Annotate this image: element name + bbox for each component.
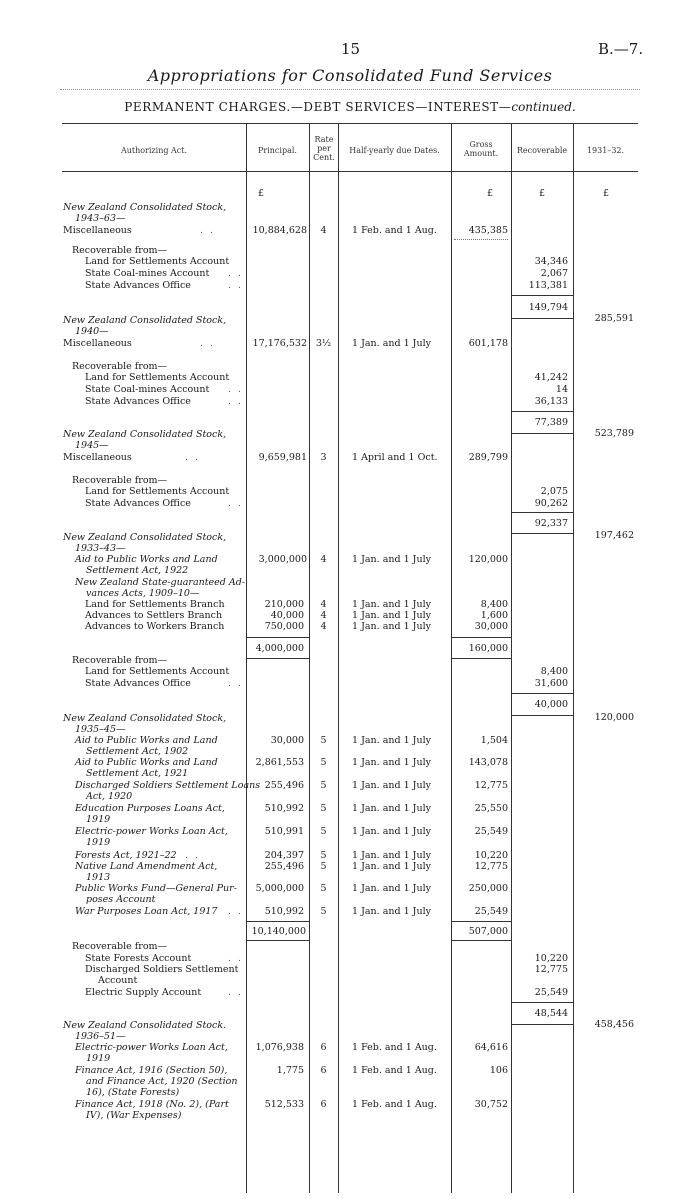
recoverable-value: 31,600: [534, 678, 568, 689]
recoverable-value: 14: [555, 384, 568, 395]
recoverable-heading: Recoverable from—: [72, 361, 168, 372]
due-dates: 1 Jan. and 1 July: [352, 850, 431, 861]
principal-value: 210,000: [264, 599, 304, 610]
due-dates: 1 Feb. and 1 Aug.: [352, 1099, 437, 1110]
col-header-rate: Rate per Cent.: [313, 135, 335, 162]
currency-recoverable: £: [538, 188, 546, 199]
gross-value: 30,000: [474, 621, 508, 632]
principal-value: 2,861,553: [255, 757, 304, 768]
recoverable-value: 34,346: [534, 256, 568, 267]
recoverable-total: 77,389: [534, 417, 568, 428]
principal-value: 9,659,981: [258, 452, 307, 463]
due-dates: 1 Jan. and 1 July: [352, 735, 431, 746]
gross-value: 143,078: [468, 757, 508, 768]
gross-value: 435,385: [468, 225, 508, 236]
gross-total: 507,000: [468, 926, 508, 937]
act-label-cont: poses Account: [86, 894, 156, 905]
rate-value: 6: [320, 1042, 327, 1053]
act-label: Finance Act, 1918 (No. 2), (Part: [75, 1099, 229, 1110]
act-label-cont: 1919: [86, 837, 111, 848]
act-label-cont: Settlement Act, 1922: [86, 565, 189, 576]
page-reference: B.—7.: [598, 40, 644, 58]
rate-value: 5: [320, 906, 327, 917]
currency-gross: £: [486, 188, 494, 199]
principal-value: 5,000,000: [255, 883, 304, 894]
rate-value: 5: [320, 850, 327, 861]
recoverable-value: 113,381: [528, 280, 568, 291]
section-heading: New Zealand Consolidated Stock,: [63, 315, 227, 326]
principal-value: 510,991: [264, 826, 304, 837]
recoverable-item: Discharged Soldiers Settlement: [85, 964, 239, 975]
col-header-dates: Half-yearly due Dates.: [349, 146, 440, 155]
net-value: 458,456: [594, 1019, 634, 1030]
principal-value: 255,496: [264, 780, 304, 791]
recoverable-total: 92,337: [534, 518, 568, 529]
act-label-cont: 16), (State Forests): [86, 1087, 180, 1098]
line-label: Miscellaneous: [63, 452, 132, 463]
gross-value: 1,600: [480, 610, 508, 621]
rate-value: 3: [320, 452, 327, 463]
recoverable-item: Land for Settlements Account: [85, 256, 230, 267]
page-title: Appropriations for Consolidated Fund Services: [147, 66, 553, 85]
recoverable-item: State Coal-mines Account: [85, 268, 210, 279]
rate-value: 5: [320, 883, 327, 894]
net-value: 197,462: [594, 530, 634, 541]
gross-value: 30,752: [474, 1099, 508, 1110]
due-dates: 1 Jan. and 1 July: [352, 610, 431, 621]
principal-value: 30,000: [270, 735, 304, 746]
recoverable-value: 25,549: [534, 987, 568, 998]
section-heading: New Zealand Consolidated Stock,: [63, 202, 227, 213]
gross-value: 289,799: [468, 452, 508, 463]
recoverable-value: 2,067: [540, 268, 568, 279]
due-dates: 1 Jan. and 1 July: [352, 803, 431, 814]
section-subtitle: PERMANENT CHARGES.—DEBT SERVICES—INTEREST—continued.: [124, 100, 576, 114]
act-label: Aid to Public Works and Land: [75, 757, 218, 768]
recoverable-value: 90,262: [534, 498, 568, 509]
col-header-year: 1931–32.: [586, 146, 625, 155]
rate-value: 5: [320, 826, 327, 837]
section-subheading: 1936–51—: [75, 1031, 126, 1042]
gross-value: 1,504: [480, 735, 508, 746]
act-label: New Zealand State-guaranteed Ad-: [75, 577, 246, 588]
gross-value: 12,775: [474, 780, 508, 791]
act-label: Electric-power Works Loan Act,: [75, 1042, 228, 1053]
recoverable-item: State Coal-mines Account: [85, 384, 210, 395]
act-label: Electric-power Works Loan Act,: [75, 826, 228, 837]
act-label-cont: IV), (War Expenses): [86, 1110, 182, 1121]
recoverable-total: 149,794: [528, 302, 568, 313]
principal-total: 4,000,000: [255, 643, 304, 654]
act-label-cont: 1919: [86, 814, 111, 825]
act-label-cont: Act, 1920: [86, 791, 133, 802]
rate-value: 4: [320, 599, 327, 610]
act-label: Forests Act, 1921–22: [75, 850, 177, 861]
currency-principal: £: [257, 188, 265, 199]
recoverable-item: Electric Supply Account: [85, 987, 202, 998]
act-label-cont: and Finance Act, 1920 (Section: [86, 1076, 238, 1087]
due-dates: 1 Feb. and 1 Aug.: [352, 1065, 437, 1076]
col-header-act: Authorizing Act.: [120, 146, 188, 155]
branch-label: Advances to Settlers Branch: [85, 610, 223, 621]
principal-value: 204,397: [264, 850, 304, 861]
section-heading: New Zealand Consolidated Stock,: [63, 713, 227, 724]
section-heading: New Zealand Consolidated Stock,: [63, 429, 227, 440]
rate-value: 4: [320, 610, 327, 621]
gross-value: 250,000: [468, 883, 508, 894]
recoverable-total: 40,000: [534, 699, 568, 710]
due-dates: 1 Jan. and 1 July: [352, 826, 431, 837]
rate-value: 4: [320, 621, 327, 632]
line-label: Miscellaneous: [63, 338, 132, 349]
rate-value: 5: [320, 757, 327, 768]
act-label: Public Works Fund—General Pur-: [75, 883, 237, 894]
net-value: 285,591: [594, 313, 634, 324]
branch-label: Advances to Workers Branch: [85, 621, 225, 632]
principal-value: 510,992: [264, 906, 304, 917]
recoverable-value: 10,220: [534, 953, 568, 964]
page-number: 15: [341, 40, 361, 58]
section-subheading: 1943–63—: [75, 213, 126, 224]
due-dates: 1 Jan. and 1 July: [352, 906, 431, 917]
recoverable-item: State Advances Office: [85, 280, 191, 291]
principal-value: 1,076,938: [255, 1042, 304, 1053]
gross-value: 25,549: [474, 906, 508, 917]
due-dates: 1 April and 1 Oct.: [352, 452, 438, 463]
act-label: Finance Act, 1916 (Section 50),: [75, 1065, 228, 1076]
gross-value: 10,220: [474, 850, 508, 861]
recoverable-item: Land for Settlements Account: [85, 666, 230, 677]
recoverable-value: 12,775: [534, 964, 568, 975]
gross-value: 64,616: [474, 1042, 508, 1053]
section-subheading: 1945—: [75, 440, 109, 451]
rate-value: 6: [320, 1099, 327, 1110]
recoverable-heading: Recoverable from—: [72, 941, 168, 952]
recoverable-heading: Recoverable from—: [72, 245, 168, 256]
currency-year: £: [602, 188, 610, 199]
due-dates: 1 Jan. and 1 July: [352, 554, 431, 565]
principal-value: 512,533: [264, 1099, 304, 1110]
act-label-cont: vances Acts, 1909–10—: [86, 588, 200, 599]
act-label: War Purposes Loan Act, 1917: [75, 906, 218, 917]
net-value: 120,000: [594, 712, 634, 723]
principal-value: 255,496: [264, 861, 304, 872]
principal-value: 17,176,532: [252, 338, 307, 349]
rate-value: 4: [320, 554, 327, 565]
section-heading: New Zealand Consolidated Stock,: [63, 532, 227, 543]
principal-value: 1,775: [276, 1065, 304, 1076]
rate-value: 5: [320, 861, 327, 872]
principal-value: 3,000,000: [258, 554, 307, 565]
col-header-recoverable: Recoverable: [516, 146, 568, 155]
recoverable-item: State Forests Account: [85, 953, 192, 964]
branch-label: Land for Settlements Branch: [85, 599, 225, 610]
due-dates: 1 Jan. and 1 July: [352, 883, 431, 894]
principal-value: 10,884,628: [252, 225, 307, 236]
due-dates: 1 Feb. and 1 Aug.: [352, 1042, 437, 1053]
gross-value: 25,550: [474, 803, 508, 814]
recoverable-item: State Advances Office: [85, 498, 191, 509]
due-dates: 1 Jan. and 1 July: [352, 780, 431, 791]
col-header-principal: Principal.: [258, 146, 297, 155]
recoverable-heading: Recoverable from—: [72, 475, 168, 486]
due-dates: 1 Jan. and 1 July: [352, 621, 431, 632]
due-dates: 1 Feb. and 1 Aug.: [352, 225, 437, 236]
col-header-gross: Gross Amount.: [463, 140, 499, 158]
due-dates: 1 Jan. and 1 July: [352, 338, 431, 349]
rate-value: 6: [320, 1065, 327, 1076]
gross-value: 12,775: [474, 861, 508, 872]
gross-value: 601,178: [468, 338, 508, 349]
principal-value: 750,000: [264, 621, 304, 632]
recoverable-value: 36,133: [534, 396, 568, 407]
principal-total: 10,140,000: [251, 926, 306, 937]
act-label: Aid to Public Works and Land: [75, 554, 218, 565]
act-label: Native Land Amendment Act,: [75, 861, 218, 872]
act-label-cont: 1913: [86, 872, 111, 883]
due-dates: 1 Jan. and 1 July: [352, 861, 431, 872]
rate-value: 4: [320, 225, 327, 236]
recoverable-total: 48,544: [534, 1008, 568, 1019]
line-label: Miscellaneous: [63, 225, 132, 236]
net-value: 523,789: [594, 428, 634, 439]
act-label-cont: Settlement Act, 1902: [86, 746, 189, 757]
rate-value: 5: [320, 803, 327, 814]
gross-total: 160,000: [468, 643, 508, 654]
rate-value: 3½: [315, 338, 332, 349]
act-label-cont: Settlement Act, 1921: [86, 768, 189, 779]
recoverable-value: 41,242: [534, 372, 568, 383]
due-dates: 1 Jan. and 1 July: [352, 599, 431, 610]
section-subheading: 1933–43—: [75, 543, 126, 554]
act-label: Aid to Public Works and Land: [75, 735, 218, 746]
rate-value: 5: [320, 735, 327, 746]
recoverable-item: Land for Settlements Account: [85, 486, 230, 497]
principal-value: 510,992: [264, 803, 304, 814]
recoverable-item: Land for Settlements Account: [85, 372, 230, 383]
recoverable-item: State Advances Office: [85, 396, 191, 407]
due-dates: 1 Jan. and 1 July: [352, 757, 431, 768]
act-label-cont: 1919: [86, 1053, 111, 1064]
gross-value: 120,000: [468, 554, 508, 565]
section-heading: New Zealand Consolidated Stock.: [63, 1020, 227, 1031]
section-subheading: 1935–45—: [75, 724, 126, 735]
gross-value: 8,400: [480, 599, 508, 610]
gross-value: 25,549: [474, 826, 508, 837]
section-subheading: 1940—: [75, 326, 109, 337]
act-label: Discharged Soldiers Settlement Loans: [75, 780, 261, 791]
principal-value: 40,000: [270, 610, 304, 621]
recoverable-value: 2,075: [540, 486, 568, 497]
act-label: Education Purposes Loans Act,: [75, 803, 225, 814]
gross-value: 106: [489, 1065, 508, 1076]
recoverable-item: State Advances Office: [85, 678, 191, 689]
rate-value: 5: [320, 780, 327, 791]
recoverable-item-cont: Account: [98, 975, 138, 986]
recoverable-value: 8,400: [540, 666, 568, 677]
recoverable-heading: Recoverable from—: [72, 655, 168, 666]
